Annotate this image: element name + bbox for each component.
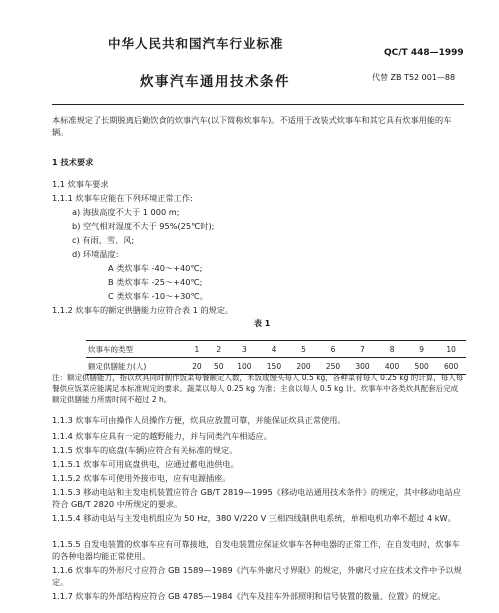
paragraph: 1.1.5.5 自发电装置的炊事车应有可靠接地，自发电装置应保证炊事车各种电器的正常工作，在自发电时，炊事车的各种电器均能正常使用。 bbox=[52, 539, 460, 561]
table-1-caption: 表 1 bbox=[254, 319, 271, 328]
table-header-row bbox=[86, 341, 466, 358]
table-header-cell: 7 bbox=[348, 341, 378, 358]
section-1-1-heading: 1.1 炊事车要求 bbox=[52, 179, 109, 189]
paragraph: 1.1.7 炊事车的外部结构应符合 GB 4785—1984《汽车及挂车外部照明和信号装置的数量、位置》的规定。 bbox=[52, 591, 446, 601]
table-note: 注：额定供膳能力，指以炊具同时制作饭菜每餐额定人数，米饭或馒头每人 0.5 kg，各种菜肴每人 0.25 kg 的计算，每人每餐供应饭菜应能满足本标准规定的要求。蔬菜以每人 0.25 kg 为准；主食以每人 0.5 kg 计。炊事车中各类炊具配套后完成额定供膳能力所需时间不超过 2 h。 bbox=[52, 373, 464, 404]
condition-d: d) 环境温度: bbox=[72, 249, 119, 259]
condition-a: a) 海拔高度不大于 1 000 m; bbox=[72, 207, 180, 217]
paragraph: 1.1.5 炊事车的底盘(车辆)应符合有关标准的规定。 bbox=[52, 445, 238, 455]
table-header-cell: 9 bbox=[407, 341, 437, 358]
condition-b: b) 空气相对湿度不大于 95%(25℃时); bbox=[72, 221, 215, 231]
table-header-cell: 2 bbox=[208, 341, 230, 358]
table-cell: 300 bbox=[348, 358, 378, 375]
intro-paragraph: 本标准规定了长期脱离后勤饮食的炊事汽车(以下简称炊事车)。不适用于改装式炊事车和其它具有炊事用能的车辆。 bbox=[52, 115, 452, 137]
section-1-1-2-text: 1.1.2 炊事车的额定供膳能力应符合表 1 的规定。 bbox=[52, 305, 234, 315]
table-row-label: 额定供膳能力(人) bbox=[86, 358, 186, 375]
table-cell: 200 bbox=[289, 358, 319, 375]
paragraph: 1.1.5.2 炊事车可使用外接市电，应有电源插座。 bbox=[52, 473, 231, 483]
table-cell: 600 bbox=[436, 358, 466, 375]
table-header-cell: 8 bbox=[377, 341, 407, 358]
table-header-label: 炊事车的类型 bbox=[86, 341, 186, 358]
section-1-heading: 1 技术要求 bbox=[52, 157, 94, 167]
paragraph: 1.1.6 炊事车的外形尺寸应符合 GB 1589—1989《汽车外廓尺寸界限》的规定，外廓尺寸应在技术文件中予以规定。 bbox=[52, 565, 462, 587]
paragraph: 1.1.3 炊事车可由操作人员操作方便，炊具应放置可靠，并能保证炊具正常使用。 bbox=[52, 415, 346, 425]
standard-number: QC/T 448—1999 bbox=[384, 48, 464, 58]
paragraph: 1.1.5.4 移动电站与主发电机组应为 50 Hz，380 V/220 V 三相四线制供电系统，单相电机功率不超过 4 kW。 bbox=[52, 513, 456, 523]
table-header-cell: 5 bbox=[289, 341, 319, 358]
standard-title: 中华人民共和国汽车行业标准 bbox=[108, 36, 284, 51]
document-title: 炊事汽车通用技术条件 bbox=[140, 74, 290, 90]
table-header-cell: 6 bbox=[318, 341, 348, 358]
temp-class-b: B 类炊事车 -25～+40℃; bbox=[108, 277, 203, 287]
condition-c: c) 有雨、雪、风; bbox=[72, 235, 135, 245]
table-cell: 50 bbox=[208, 358, 230, 375]
table-header-cell: 4 bbox=[259, 341, 289, 358]
header-divider bbox=[52, 104, 464, 105]
section-1-1-1-text: 1.1.1 炊事车应能在下列环境正常工作: bbox=[52, 193, 193, 203]
paragraph: 1.1.4 炊事车应具有一定的越野能力，并与同类汽车相适应。 bbox=[52, 431, 272, 441]
table-cell: 250 bbox=[318, 358, 348, 375]
table-cell: 500 bbox=[407, 358, 437, 375]
table-cell: 400 bbox=[377, 358, 407, 375]
table-cell: 20 bbox=[186, 358, 208, 375]
table-header-cell: 3 bbox=[230, 341, 260, 358]
replaces-note: 代替 ZB T52 001—88 bbox=[372, 73, 456, 82]
table-header-cell: 10 bbox=[436, 341, 466, 358]
paragraph: 1.1.5.1 炊事车可用底盘供电，应通过蓄电池供电。 bbox=[52, 459, 239, 469]
table-1 bbox=[86, 340, 466, 375]
table-cell: 150 bbox=[259, 358, 289, 375]
temp-class-c: C 类炊事车 -10～+30℃。 bbox=[108, 291, 208, 301]
table-header-cell: 1 bbox=[186, 341, 208, 358]
temp-class-a: A 类炊事车 -40～+40℃; bbox=[108, 263, 203, 273]
paragraph: 1.1.5.3 移动电站和主发电机装置应符合 GB/T 2819—1995《移动电站通用技术条件》的规定，其中移动电站应符合 GB/T 2820 中所规定的要求。 bbox=[52, 487, 461, 509]
table-cell: 100 bbox=[230, 358, 260, 375]
